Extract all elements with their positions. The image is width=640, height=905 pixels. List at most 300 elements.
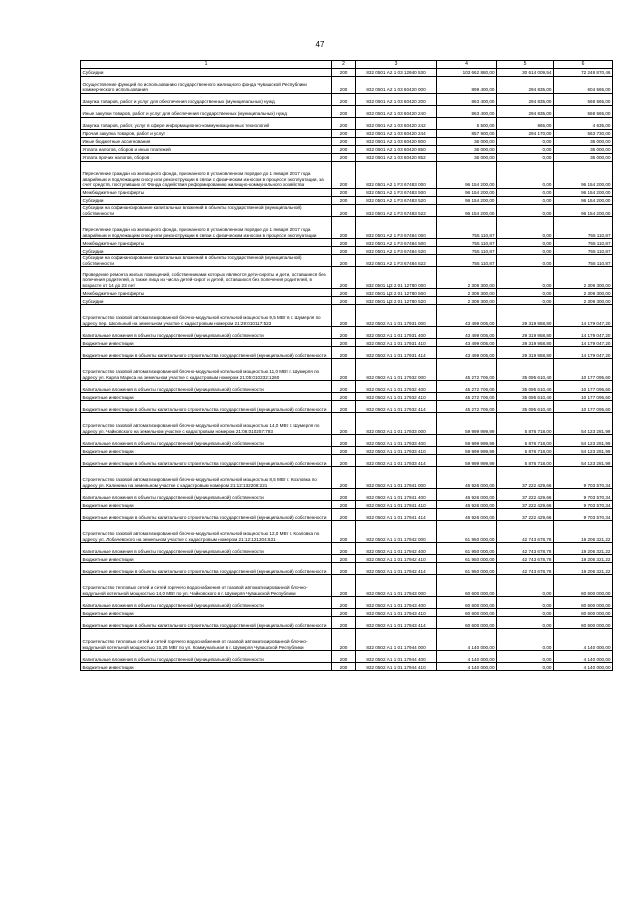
row-code-3: 832 0502 А1 1 01 17933 410 xyxy=(356,447,437,455)
table-row xyxy=(81,205,613,217)
row-code-2: 200 xyxy=(332,138,356,146)
table-row xyxy=(81,347,613,359)
row-code-3: 832 0502 А1 1 01 17943 414 xyxy=(356,617,437,629)
row-code-2: 200 xyxy=(332,339,356,347)
row-value-5: 35 095 610,40 xyxy=(497,393,554,401)
row-name: Бюджетные инвестиции xyxy=(81,447,332,455)
row-name: Строительство газовой автоматизированной блочно-модульной котельной мощностью 12,0 МВт г. Козловка по адресу ул. Лобачевского на земельном участке с кадастровым номером 21:12:121204:631 xyxy=(81,521,332,543)
row-value-6: 10 177 095,60 xyxy=(554,359,613,381)
table-row xyxy=(81,629,613,651)
row-value-6: 568 565,00 xyxy=(554,94,613,106)
row-value-6: 19 206 321,22 xyxy=(554,543,613,555)
row-code-3: 832 0501 Ц3 2 01 12780 520 xyxy=(356,297,437,305)
row-value-4: 61 950 000,00 xyxy=(437,543,497,555)
row-value-4: 863 400,00 xyxy=(437,94,497,106)
row-name: Строительство газовой автоматизированной блочно-модульной котельной мощностью 14,0 МВт г. Шумерля по адресу ул. Чайковского на земельном участке с кадастровым номером 21:06:010257:793 xyxy=(81,413,332,435)
row-value-5: 865,00 xyxy=(497,118,554,130)
row-name: Бюджетные инвестиции в объекты капитального строительства государственной (муниципальной) собственности xyxy=(81,455,332,467)
row-code-2: 200 xyxy=(332,267,356,289)
row-value-5: 29 319 958,80 xyxy=(497,347,554,359)
row-code-2: 200 xyxy=(332,629,356,651)
row-value-5: 0,00 xyxy=(497,663,554,671)
row-value-4: 59 999 999,99 xyxy=(437,413,497,435)
table-row xyxy=(81,543,613,555)
row-code-2: 200 xyxy=(332,247,356,255)
row-value-4: 755 110,87 xyxy=(437,247,497,255)
page-number: 47 xyxy=(315,40,325,49)
row-value-5: 42 743 678,78 xyxy=(497,555,554,563)
row-name: Капитальные вложения в объекты государственной (муниципальной) собственности xyxy=(81,435,332,447)
row-value-6: 72 248 870,46 xyxy=(554,69,613,77)
table-row xyxy=(81,77,613,94)
table-row xyxy=(81,247,613,255)
row-name: Бюджетные инвестиции в объекты капитального строительства государственной (муниципальной) собственности xyxy=(81,617,332,629)
row-value-6: 568 565,00 xyxy=(554,106,613,118)
row-value-5: 294 170,00 xyxy=(497,130,554,138)
row-name: Межбюджетные трансферты xyxy=(81,239,332,247)
table-row xyxy=(81,69,613,77)
row-code-3: 832 0501 А2 1 F3 67484 000 xyxy=(356,217,437,239)
row-value-6: 60 600 000,00 xyxy=(554,617,613,629)
table-row xyxy=(81,146,613,154)
row-name: Субсидии xyxy=(81,297,332,305)
row-value-5: 0,00 xyxy=(497,146,554,154)
row-value-6: 4 140 000,00 xyxy=(554,629,613,651)
row-value-5: 0,00 xyxy=(497,289,554,297)
row-name: Бюджетные инвестиции xyxy=(81,501,332,509)
row-value-5: 42 743 678,78 xyxy=(497,563,554,575)
budget-table xyxy=(80,60,613,671)
row-code-3: 832 0502 А1 1 01 17944 400 xyxy=(356,651,437,663)
table-row xyxy=(81,393,613,401)
row-value-6: 9 703 570,34 xyxy=(554,489,613,501)
row-code-2: 200 xyxy=(332,401,356,413)
row-code-3: 832 0502 А1 1 01 17941 000 xyxy=(356,467,437,489)
row-name: Бюджетные инвестиции xyxy=(81,663,332,671)
table-row xyxy=(81,521,613,543)
row-value-6: 14 179 047,20 xyxy=(554,347,613,359)
table-row xyxy=(81,467,613,489)
row-name: Строительство газовой автоматизированной блочно-модульной котельной мощностью 11,0 МВт г. Шумерля по адресу ул. Карла Маркса на земельном участке с кадастровым номером 21:05:010232:1260 xyxy=(81,359,332,381)
row-value-5: 37 222 429,66 xyxy=(497,509,554,521)
row-code-3: 832 0501 А2 1 F3 67483 000 xyxy=(356,162,437,189)
row-value-5: 5 876 718,00 xyxy=(497,413,554,435)
row-value-5: 0,00 xyxy=(497,162,554,189)
row-code-2: 200 xyxy=(332,447,356,455)
row-value-4: 2 309 300,00 xyxy=(437,267,497,289)
table-row xyxy=(81,162,613,189)
row-name: Субсидии xyxy=(81,197,332,205)
row-code-3: 832 0502 А1 1 01 17931 000 xyxy=(356,305,437,327)
row-name: Межбюджетные трансферты xyxy=(81,289,332,297)
row-value-4: 863 400,00 xyxy=(437,106,497,118)
row-value-4: 46 926 000,00 xyxy=(437,501,497,509)
row-value-4: 36 000,00 xyxy=(437,146,497,154)
row-value-6: 60 600 000,00 xyxy=(554,575,613,597)
row-value-4: 43 499 005,00 xyxy=(437,339,497,347)
table-row xyxy=(81,401,613,413)
table-row xyxy=(81,297,613,305)
col-header: 4 xyxy=(437,61,497,69)
col-header: 6 xyxy=(554,61,613,69)
col-header: 5 xyxy=(497,61,554,69)
table-row xyxy=(81,381,613,393)
row-value-4: 43 499 005,00 xyxy=(437,347,497,359)
row-value-5: 0,00 xyxy=(497,297,554,305)
row-value-6: 14 179 047,20 xyxy=(554,339,613,347)
col-header: 1 xyxy=(81,61,332,69)
table-row xyxy=(81,359,613,381)
table-row xyxy=(81,255,613,267)
row-value-6: 2 309 300,00 xyxy=(554,289,613,297)
row-value-6: 9 703 570,34 xyxy=(554,501,613,509)
row-code-3: 832 0501 А2 1 F3 67483 522 xyxy=(356,205,437,217)
row-value-6: 4 635,00 xyxy=(554,118,613,130)
row-name: Закупка товаров, работ, услуг в сфере информационно-коммуникационных технологий xyxy=(81,118,332,130)
table-row xyxy=(81,267,613,289)
row-value-4: 60 600 000,00 xyxy=(437,609,497,617)
row-name: Бюджетные инвестиции в объекты капитального строительства государственной (муниципальной) собственности xyxy=(81,563,332,575)
row-value-5: 294 835,00 xyxy=(497,94,554,106)
row-value-5: 0,00 xyxy=(497,189,554,197)
row-name: Бюджетные инвестиции xyxy=(81,339,332,347)
table-row xyxy=(81,597,613,609)
row-value-6: 755 110,87 xyxy=(554,239,613,247)
row-value-4: 45 272 706,00 xyxy=(437,393,497,401)
row-name: Бюджетные инвестиции xyxy=(81,609,332,617)
row-name: Межбюджетные трансферты xyxy=(81,189,332,197)
row-code-2: 200 xyxy=(332,162,356,189)
row-value-5: 0,00 xyxy=(497,205,554,217)
row-value-4: 4 140 000,00 xyxy=(437,663,497,671)
row-code-2: 200 xyxy=(332,597,356,609)
row-code-2: 200 xyxy=(332,146,356,154)
row-code-3: 832 0502 А1 1 01 17931 400 xyxy=(356,327,437,339)
row-code-3: 832 0501 А2 1 03 60420 244 xyxy=(356,130,437,138)
row-code-3: 832 0501 А2 1 03 60420 800 xyxy=(356,138,437,146)
row-value-6: 755 110,87 xyxy=(554,217,613,239)
row-code-3: 832 0501 А2 1 F3 67484 500 xyxy=(356,239,437,247)
row-code-3: 832 0502 А1 1 01 17932 414 xyxy=(356,401,437,413)
row-code-2: 200 xyxy=(332,197,356,205)
row-value-4: 857 900,00 xyxy=(437,130,497,138)
row-name: Переселение граждан из жилищного фонда, признанного в установленном порядке до 1 января 2017 года аварийным и подлежащим сносу или реконструкции в связи с физическим износом в процессе эксплуатации xyxy=(81,217,332,239)
row-value-4: 61 950 000,00 xyxy=(437,563,497,575)
row-value-6: 4 140 000,00 xyxy=(554,663,613,671)
row-value-4: 60 600 000,00 xyxy=(437,597,497,609)
row-code-3: 832 0501 А2 1 03 60420 852 xyxy=(356,154,437,162)
row-value-6: 96 154 200,00 xyxy=(554,197,613,205)
row-value-4: 5 500,00 xyxy=(437,118,497,130)
row-value-5: 35 095 610,40 xyxy=(497,359,554,381)
table-row xyxy=(81,663,613,671)
row-code-3: 832 0502 А1 1 01 17941 400 xyxy=(356,489,437,501)
table-row xyxy=(81,501,613,509)
table-row xyxy=(81,617,613,629)
row-name: Бюджетные инвестиции xyxy=(81,555,332,563)
row-value-6: 96 154 200,00 xyxy=(554,189,613,197)
table-row xyxy=(81,651,613,663)
row-value-6: 4 140 000,00 xyxy=(554,651,613,663)
row-code-2: 200 xyxy=(332,555,356,563)
row-code-2: 200 xyxy=(332,305,356,327)
row-value-6: 604 565,00 xyxy=(554,77,613,94)
row-code-3: 832 0501 А2 1 03 60420 240 xyxy=(356,106,437,118)
table-row xyxy=(81,305,613,327)
row-value-4: 60 600 000,00 xyxy=(437,617,497,629)
row-code-3: 832 0502 А1 1 01 17932 000 xyxy=(356,359,437,381)
row-value-4: 2 309 300,00 xyxy=(437,297,497,305)
row-value-5: 5 876 718,00 xyxy=(497,435,554,447)
row-value-6: 54 123 281,99 xyxy=(554,435,613,447)
row-value-6: 96 154 200,00 xyxy=(554,162,613,189)
row-value-4: 43 499 005,00 xyxy=(437,327,497,339)
row-code-3: 832 0502 А1 1 01 17933 414 xyxy=(356,455,437,467)
row-code-2: 200 xyxy=(332,563,356,575)
row-code-2: 200 xyxy=(332,289,356,297)
row-code-2: 200 xyxy=(332,455,356,467)
row-code-3: 832 0502 А1 1 01 17932 410 xyxy=(356,393,437,401)
row-code-2: 200 xyxy=(332,255,356,267)
row-code-2: 200 xyxy=(332,651,356,663)
row-code-3: 832 0501 А2 1 03 12940 530 xyxy=(356,69,437,77)
row-value-4: 60 600 000,00 xyxy=(437,575,497,597)
row-code-3: 832 0502 А1 1 01 17943 400 xyxy=(356,597,437,609)
row-value-6: 36 000,00 xyxy=(554,146,613,154)
row-code-3: 832 0502 А1 1 01 17931 410 xyxy=(356,339,437,347)
row-value-5: 5 876 718,00 xyxy=(497,455,554,467)
col-header: 2 xyxy=(332,61,356,69)
row-value-5: 0,00 xyxy=(497,629,554,651)
row-value-6: 10 177 095,60 xyxy=(554,401,613,413)
row-code-3: 832 0501 А2 1 03 60420 000 xyxy=(356,77,437,94)
row-code-3: 832 0501 А2 1 F3 67483 520 xyxy=(356,197,437,205)
row-value-4: 43 499 005,00 xyxy=(437,305,497,327)
table-row xyxy=(81,239,613,247)
row-code-3: 832 0501 А2 1 03 60420 242 xyxy=(356,118,437,130)
row-code-2: 200 xyxy=(332,663,356,671)
row-code-3: 832 0501 А2 1 F3 67484 522 xyxy=(356,255,437,267)
row-value-6: 60 600 000,00 xyxy=(554,609,613,617)
row-name: Проведение ремонта жилых помещений, собственниками которых являются дети-сироты и дети, оставшиеся без попечения родителей, а также лица из числа детей-сирот и детей, оставшихся без попечения родителей, в возрасте от 14 до 23 лет xyxy=(81,267,332,289)
row-value-5: 0,00 xyxy=(497,197,554,205)
row-value-5: 0,00 xyxy=(497,575,554,597)
row-value-4: 45 272 706,00 xyxy=(437,359,497,381)
row-value-5: 0,00 xyxy=(497,255,554,267)
table-row xyxy=(81,435,613,447)
row-code-2: 200 xyxy=(332,106,356,118)
row-code-2: 200 xyxy=(332,393,356,401)
table-row xyxy=(81,455,613,467)
row-name: Капитальные вложения в объекты государственной (муниципальной) собственности xyxy=(81,651,332,663)
row-code-2: 200 xyxy=(332,381,356,393)
table-row xyxy=(81,106,613,118)
row-value-4: 61 950 000,00 xyxy=(437,555,497,563)
row-name: Субсидии xyxy=(81,247,332,255)
row-value-6: 9 703 570,34 xyxy=(554,509,613,521)
row-value-5: 37 222 429,66 xyxy=(497,467,554,489)
table-row xyxy=(81,189,613,197)
row-name: Иные закупки товаров, работ и услуг для обеспечения государственных (муниципальных) нужд xyxy=(81,106,332,118)
row-name: Субсидии на софинансирование капитальных вложений в объекты государственной (муниципальной) собственности xyxy=(81,255,332,267)
row-value-6: 10 177 095,60 xyxy=(554,381,613,393)
table-row xyxy=(81,154,613,162)
row-value-6: 14 179 047,20 xyxy=(554,305,613,327)
row-code-3: 832 0502 А1 1 01 17942 414 xyxy=(356,563,437,575)
table-row xyxy=(81,118,613,130)
row-code-2: 200 xyxy=(332,239,356,247)
row-name: Капитальные вложения в объекты государственной (муниципальной) собственности xyxy=(81,381,332,393)
row-value-6: 10 177 095,60 xyxy=(554,393,613,401)
row-code-2: 200 xyxy=(332,217,356,239)
table-row xyxy=(81,197,613,205)
row-name: Бюджетные инвестиции в объекты капитального строительства государственной (муниципальной) собственности xyxy=(81,401,332,413)
row-code-2: 200 xyxy=(332,189,356,197)
row-value-4: 899 400,00 xyxy=(437,77,497,94)
table-row xyxy=(81,94,613,106)
row-value-6: 19 206 321,22 xyxy=(554,555,613,563)
row-code-3: 832 0502 А1 1 01 17943 410 xyxy=(356,609,437,617)
row-value-5: 0,00 xyxy=(497,617,554,629)
row-code-2: 200 xyxy=(332,69,356,77)
row-value-6: 19 206 321,22 xyxy=(554,521,613,543)
row-value-4: 4 140 000,00 xyxy=(437,651,497,663)
row-value-5: 29 319 958,80 xyxy=(497,305,554,327)
row-name: Закупка товаров, работ и услуг для обеспечения государственных (муниципальных) нужд xyxy=(81,94,332,106)
row-value-5: 294 835,00 xyxy=(497,106,554,118)
row-code-2: 200 xyxy=(332,347,356,359)
row-value-6: 54 123 281,99 xyxy=(554,447,613,455)
row-value-5: 30 614 009,54 xyxy=(497,69,554,77)
row-value-6: 54 123 281,99 xyxy=(554,413,613,435)
row-code-3: 832 0502 А1 1 01 17933 400 xyxy=(356,435,437,447)
row-value-4: 96 154 200,00 xyxy=(437,197,497,205)
row-code-2: 200 xyxy=(332,359,356,381)
row-name: Бюджетные инвестиции в объекты капитального строительства государственной (муниципальной) собственности xyxy=(81,347,332,359)
row-value-4: 46 926 000,00 xyxy=(437,467,497,489)
row-value-5: 0,00 xyxy=(497,138,554,146)
row-value-4: 103 662 880,00 xyxy=(437,69,497,77)
row-code-2: 200 xyxy=(332,413,356,435)
row-code-2: 200 xyxy=(332,467,356,489)
row-value-6: 563 730,00 xyxy=(554,130,613,138)
row-code-3: 832 0502 А1 1 01 17942 410 xyxy=(356,555,437,563)
row-value-6: 14 179 047,20 xyxy=(554,327,613,339)
row-value-4: 2 309 300,00 xyxy=(437,289,497,297)
table-row xyxy=(81,339,613,347)
row-name: Капитальные вложения в объекты государственной (муниципальной) собственности xyxy=(81,597,332,609)
row-code-3: 832 0502 А1 1 01 17932 400 xyxy=(356,381,437,393)
row-name: Иные бюджетные ассигнования xyxy=(81,138,332,146)
row-value-5: 5 876 718,00 xyxy=(497,447,554,455)
row-code-2: 200 xyxy=(332,575,356,597)
table-row xyxy=(81,447,613,455)
row-name: Строительство газовой автоматизированной блочно-модульной котельной мощностью 9,5 МВт в г. Шумерля по адресу пер. Школьный на земельном участке с кадастровым номером 21:29:010117:523 xyxy=(81,305,332,327)
row-code-3: 832 0502 А1 1 01 17944 000 xyxy=(356,629,437,651)
row-value-5: 35 095 610,40 xyxy=(497,401,554,413)
table-row xyxy=(81,138,613,146)
row-code-2: 200 xyxy=(332,297,356,305)
row-value-6: 2 309 300,00 xyxy=(554,267,613,289)
row-value-6: 755 110,87 xyxy=(554,255,613,267)
row-code-3: 832 0502 А1 1 01 17931 414 xyxy=(356,347,437,359)
row-code-3: 832 0502 А1 1 01 17941 414 xyxy=(356,509,437,521)
row-code-3: 832 0501 Ц3 2 01 12780 500 xyxy=(356,289,437,297)
row-value-4: 4 140 000,00 xyxy=(437,629,497,651)
row-value-6: 19 206 321,22 xyxy=(554,563,613,575)
row-code-2: 200 xyxy=(332,489,356,501)
row-value-4: 96 154 200,00 xyxy=(437,189,497,197)
row-code-2: 200 xyxy=(332,118,356,130)
row-code-2: 200 xyxy=(332,509,356,521)
row-value-4: 46 926 000,00 xyxy=(437,509,497,521)
row-value-6: 2 309 300,00 xyxy=(554,297,613,305)
row-value-4: 96 154 200,00 xyxy=(437,205,497,217)
row-name: Капитальные вложения в объекты государственной (муниципальной) собственности xyxy=(81,327,332,339)
row-value-5: 0,00 xyxy=(497,247,554,255)
row-name: Строительство газовой автоматизированной блочно-модульной котельной мощностью 8,5 МВт г. Козловка по адресу ул. Калинина на земельном участке с кадастровым номером 21:12:132208:221 xyxy=(81,467,332,489)
row-name: Строительство тепловых сетей и сетей горячего водоснабжения от газовой автоматизированной блочно-модульной котельной мощностью 10,25 МВт по ул. Коммунальная в г. Шумерля Чувашской Республики xyxy=(81,629,332,651)
row-value-6: 755 110,87 xyxy=(554,247,613,255)
row-name: Прочая закупка товаров, работ и услуг xyxy=(81,130,332,138)
row-value-6: 60 600 000,00 xyxy=(554,597,613,609)
row-code-2: 200 xyxy=(332,435,356,447)
table-row xyxy=(81,327,613,339)
table-row xyxy=(81,413,613,435)
table-header-row xyxy=(81,61,613,69)
row-value-4: 755 110,87 xyxy=(437,217,497,239)
row-value-5: 42 743 678,78 xyxy=(497,521,554,543)
row-name: Капитальные вложения в объекты государственной (муниципальной) собственности xyxy=(81,489,332,501)
table-row xyxy=(81,489,613,501)
row-value-4: 46 926 000,00 xyxy=(437,489,497,501)
row-value-5: 0,00 xyxy=(497,154,554,162)
row-name: Строительство тепловых сетей и сетей горячего водоснабжения от газовой автоматизированной блочно-модульной котельной мощностью 14,0 МВт по ул. Чайковского в г. Шумерля Чувашской Республики xyxy=(81,575,332,597)
table-row xyxy=(81,575,613,597)
row-value-4: 59 999 999,99 xyxy=(437,447,497,455)
row-value-6: 54 123 281,99 xyxy=(554,455,613,467)
row-value-6: 36 000,00 xyxy=(554,138,613,146)
row-name: Уплата налогов, сборов и иных платежей xyxy=(81,146,332,154)
row-value-4: 45 272 706,00 xyxy=(437,381,497,393)
row-name: Осуществление функций по использованию государственного жилищного фонда Чувашской Республики коммерческого использования xyxy=(81,77,332,94)
col-header: 3 xyxy=(356,61,437,69)
table-row xyxy=(81,509,613,521)
row-code-3: 832 0501 А2 1 03 60420 850 xyxy=(356,146,437,154)
table-row xyxy=(81,289,613,297)
row-code-3: 832 0501 А2 1 03 60420 200 xyxy=(356,94,437,106)
row-code-2: 200 xyxy=(332,521,356,543)
row-name: Субсидии xyxy=(81,69,332,77)
row-value-4: 96 154 200,00 xyxy=(437,162,497,189)
row-value-4: 59 999 999,99 xyxy=(437,435,497,447)
row-value-4: 36 000,00 xyxy=(437,138,497,146)
row-value-6: 96 154 200,00 xyxy=(554,205,613,217)
row-name: Бюджетные инвестиции xyxy=(81,393,332,401)
row-code-3: 832 0502 А1 1 01 17942 000 xyxy=(356,521,437,543)
row-value-6: 9 703 570,34 xyxy=(554,467,613,489)
row-value-4: 61 950 000,00 xyxy=(437,521,497,543)
row-value-5: 0,00 xyxy=(497,267,554,289)
row-code-2: 200 xyxy=(332,617,356,629)
row-code-2: 200 xyxy=(332,501,356,509)
row-name: Субсидии на софинансирование капитальных вложений в объекты государственной (муниципальной) собственности xyxy=(81,205,332,217)
row-code-3: 832 0502 А1 1 01 17943 000 xyxy=(356,575,437,597)
row-code-2: 200 xyxy=(332,327,356,339)
row-code-3: 832 0502 А1 1 01 17933 000 xyxy=(356,413,437,435)
row-value-5: 0,00 xyxy=(497,651,554,663)
row-name: Капитальные вложения в объекты государственной (муниципальной) собственности xyxy=(81,543,332,555)
